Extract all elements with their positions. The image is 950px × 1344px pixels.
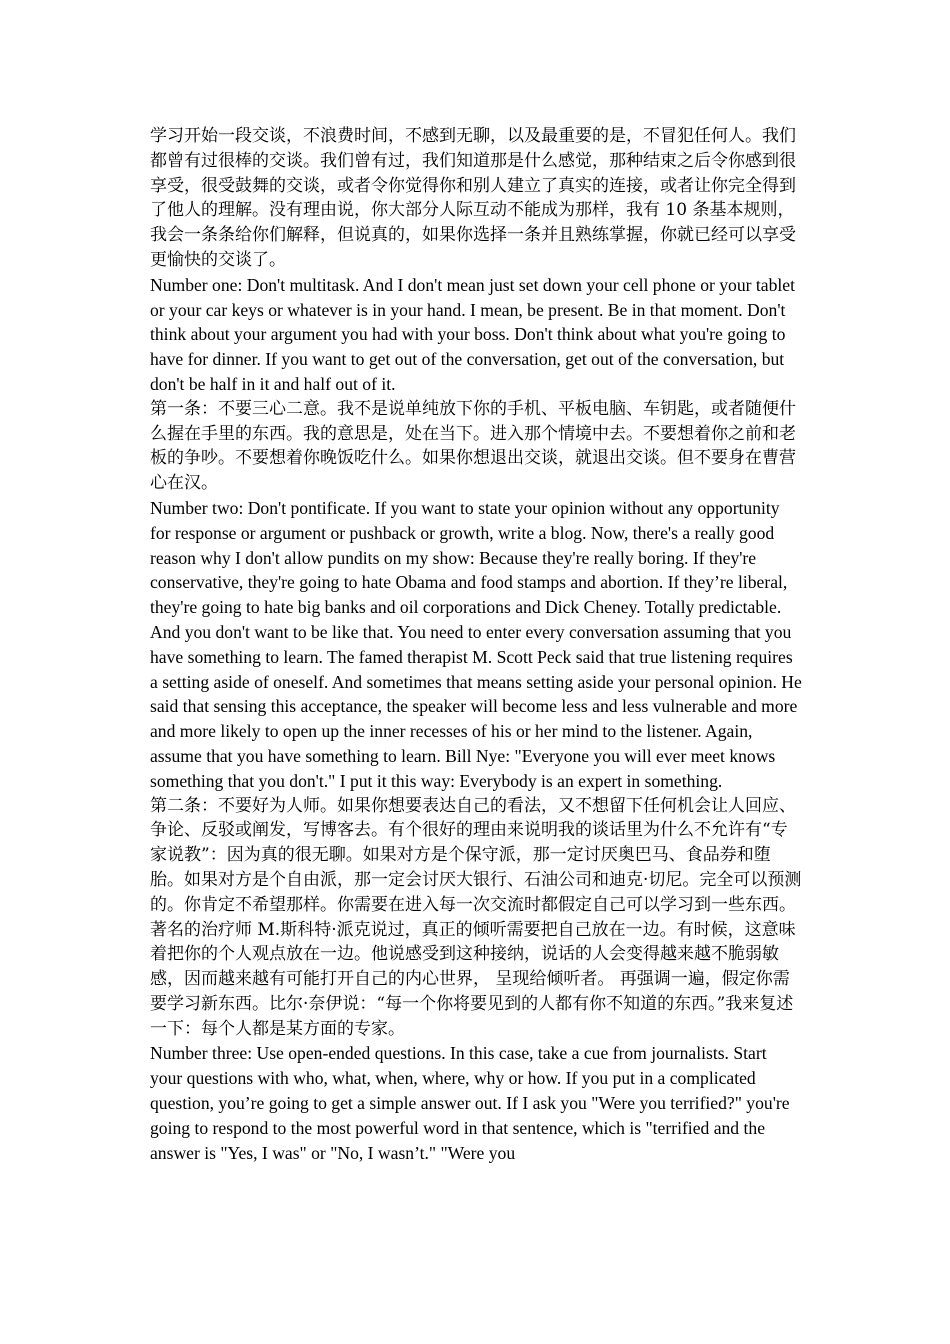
paragraph-rule-two-zh: 第二条：不要好为人师。如果你想要表达自己的看法，又不想留下任何机会让人回应、争论、反驳或阐发，写博客去。有个很好的理由来说明我的谈话里为什么不允许有“专家说教”：因为真的很无聊。如果对方是个保守派，那一定讨厌奥巴马、食品券和堕胎。如果对方是个自由派，那一定会讨厌大银行、石油公司和迪克·切尼。完全可以预测的。你肯定不希望那样。你需要在进入每一次交流时都假定自己可以学习到一些东西。著名的治疗师 M.斯科特·派克说过，真正的倾听需要把自己放在一边。有时候，这意味着把你的个人观点放在一边。他说感受到这种接纳，说话的人会变得越来越不脆弱敏感，因而越来越有可能打开自己的内心世界， 呈现给倾听者。 再强调一遍，假定你需要学习新东西。比尔·奈伊说：“每一个你将要见到的人都有你不知道的东西。”我来复述一下：每个人都是某方面的专家。 <box>150 795 802 1039</box>
paragraph-rule-two-en: Number two: Don't pontificate. If you want to state your opinion without any opportunity for response or argument or pushback or growth, write a blog. Now, there's a really good reason why I don't allow pundits on my show: Because they're really boring. If they're conservative, they're going to hate Obama and food stamps and abortion. If they’re liberal, they're going to hate big banks and oil corporations and Dick Cheney. Totally predictable. And you don't want to be like that. You need to enter every conversation assuming that you have something to learn. The famed therapist M. Scott Peck said that true listening requires a setting aside of oneself. And sometimes that means setting aside your personal opinion. He said that sensing this acceptance, the speaker will become less and less vulnerable and more and more likely to open up the inner recesses of his or her mind to the listener. Again, assume that you have something to learn. Bill Nye: "Everyone you will ever meet knows something that you don't." I put it this way: Everybody is an expert in something. <box>150 497 802 791</box>
paragraph-rule-one-zh: 第一条：不要三心二意。我不是说单纯放下你的手机、平板电脑、车钥匙，或者随便什么握在手里的东西。我的意思是，处在当下。进入那个情境中去。不要想着你之前和老板的争吵。不要想着你晚饭吃什么。如果你想退出交谈，就退出交谈。但不要身在曹营心在汉。 <box>150 398 796 494</box>
paragraph-intro-zh: 学习开始一段交谈，不浪费时间，不感到无聊，以及最重要的是，不冒犯任何人。我们都曾有过很棒的交谈。我们曾有过，我们知道那是什么感觉，那种结束之后令你感到很享受，很受鼓舞的交谈，或者令你觉得你和别人建立了真实的连接，或者让你完全得到了他人的理解。没有理由说，你大部分人际互动不能成为那样，我有 10 条基本规则，我会一条条给你们解释，但说真的，如果你选择一条并且熟练掌握，你就已经可以享受更愉快的交谈了。 <box>150 126 796 270</box>
document-body <box>150 124 802 1165</box>
paragraph-rule-one-en: Number one: Don't multitask. And I don't mean just set down your cell phone or your tablet or your car keys or whatever is in your hand. I mean, be present. Be in that moment. Don't think about your argument you had with your boss. Don't think about what you're going to have for dinner. If you want to get out of the conversation, get out of the conversation, but don't be half in it and half out of it. <box>150 274 795 394</box>
paragraph-rule-three-en: Number three: Use open-ended questions. In this case, take a cue from journalists. Start your questions with who, what, when, where, why or how. If you put in a complicated question, you’re going to get a simple answer out. If I ask you "Were you terrified?" you're going to respond to the most powerful word in that sentence, which is "terrified and the answer is "Yes, I was" or "No, I wasn’t." "Were you <box>150 1043 790 1163</box>
